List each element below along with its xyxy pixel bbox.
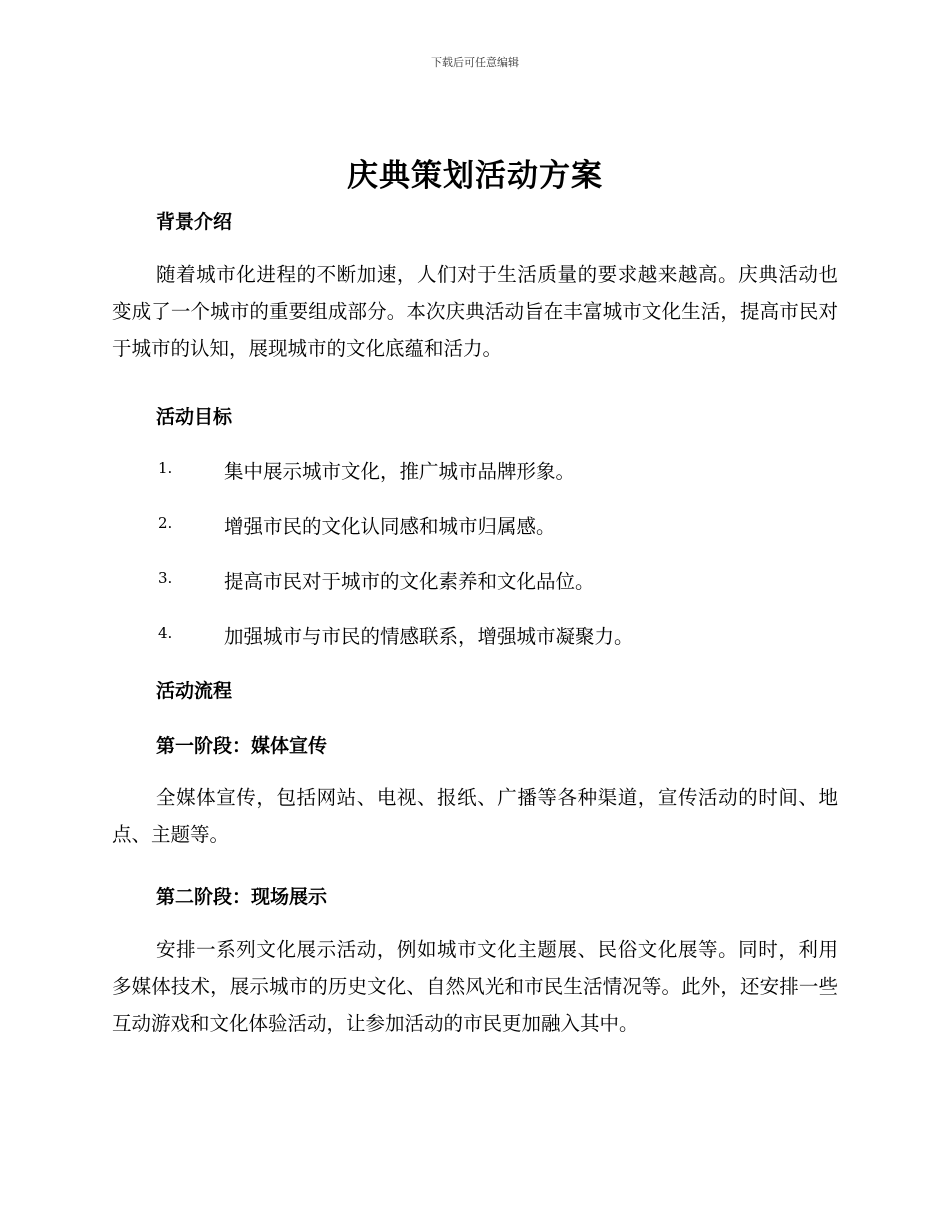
goal-item-number: 4. <box>158 624 173 642</box>
goal-item-number: 1. <box>158 459 173 477</box>
goal-item-text: 加强城市与市民的情感联系，增强城市凝聚力。 <box>224 625 634 648</box>
stage1-paragraph: 全媒体宣传，包括网站、电视、报纸、广播等各种渠道，宣传活动的时间、地点、主题等。 <box>112 786 838 846</box>
background-paragraph: 随着城市化进程的不断加速，人们对于生活质量的要求越来越高。庆典活动也变成了一个城市的重要组成部分。本次庆典活动旨在丰富城市文化生活，提高市民对于城市的认知，展现城市的文化底蕴和活力。 <box>112 263 838 360</box>
page-header-note: 下载后可任意编辑 <box>431 56 519 69</box>
goal-item-number: 2. <box>158 514 173 532</box>
goal-item-text: 集中展示城市文化，推广城市品牌形象。 <box>224 460 576 483</box>
goal-item-text: 提高市民对于城市的文化素养和文化品位。 <box>224 570 595 593</box>
stage1-heading: 第一阶段：媒体宣传 <box>156 735 328 757</box>
section-heading-goals: 活动目标 <box>156 406 233 428</box>
stage2-paragraph: 安排一系列文化展示活动，例如城市文化主题展、民俗文化展等。同时，利用多媒体技术，展示城市的历史文化、自然风光和市民生活情况等。此外，还安排一些互动游戏和文化体验活动，让参加活动的市民更加融入其中。 <box>112 938 838 1035</box>
goal-item-number: 3. <box>158 569 173 587</box>
document-title: 庆典策划活动方案 <box>347 158 603 194</box>
stage2-heading: 第二阶段：现场展示 <box>156 886 328 908</box>
section-heading-process: 活动流程 <box>156 680 233 702</box>
goal-item-text: 增强市民的文化认同感和城市归属感。 <box>224 515 556 538</box>
section-heading-background: 背景介绍 <box>156 211 233 233</box>
